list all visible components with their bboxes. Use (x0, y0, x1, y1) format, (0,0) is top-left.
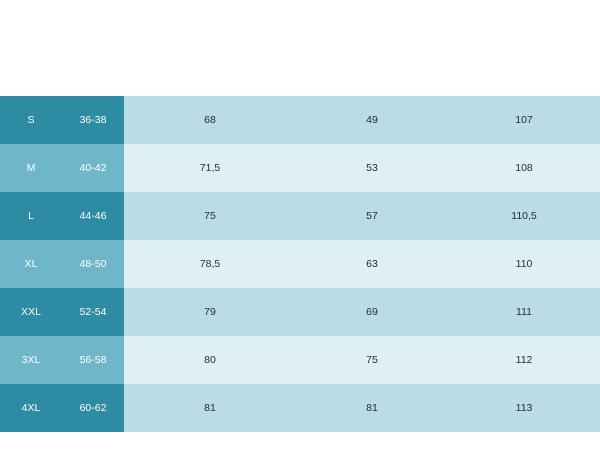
column-header-back-length: Rückenlänge / back length (cm) (124, 26, 296, 96)
cell-back-length: 75 (124, 192, 296, 240)
cell-range: 48-50 (62, 240, 124, 288)
cell-chest: 57 (296, 192, 448, 240)
cell-back-length: 71,5 (124, 144, 296, 192)
table-row (0, 144, 600, 192)
cell-back-length: 68 (124, 96, 296, 144)
cell-size: XXL (0, 288, 62, 336)
cell-back-length: 81 (124, 384, 296, 432)
cell-back-length: 78,5 (124, 240, 296, 288)
cell-leg-length: 110,5 (448, 192, 600, 240)
cell-chest: 49 (296, 96, 448, 144)
cell-leg-length: 108 (448, 144, 600, 192)
table-row (0, 336, 600, 384)
cell-back-length: 80 (124, 336, 296, 384)
cell-leg-length: 107 (448, 96, 600, 144)
cell-chest: 63 (296, 240, 448, 288)
table-row (0, 96, 600, 144)
column-header-chest: ½ Oberweite / ½ chest (cm) (296, 26, 448, 96)
cell-leg-length: 113 (448, 384, 600, 432)
cell-size: M (0, 144, 62, 192)
cell-back-length: 79 (124, 288, 296, 336)
cell-chest: 53 (296, 144, 448, 192)
size-chart-table (0, 26, 600, 432)
cell-range: 60-62 (62, 384, 124, 432)
cell-range: 40-42 (62, 144, 124, 192)
column-header-size: Größe (0, 26, 124, 96)
table-row (0, 384, 600, 432)
table-row (0, 288, 600, 336)
cell-chest: 75 (296, 336, 448, 384)
table-header-row (0, 26, 600, 96)
cell-chest: 81 (296, 384, 448, 432)
cell-range: 44-46 (62, 192, 124, 240)
cell-range: 56-58 (62, 336, 124, 384)
cell-size: S (0, 96, 62, 144)
column-header-leg-length: Hosenlänge (cm) (448, 26, 600, 96)
cell-size: XL (0, 240, 62, 288)
cell-size: 3XL (0, 336, 62, 384)
table-row (0, 192, 600, 240)
cell-leg-length: 111 (448, 288, 600, 336)
cell-chest: 69 (296, 288, 448, 336)
cell-size: 4XL (0, 384, 62, 432)
cell-size: L (0, 192, 62, 240)
table-row (0, 240, 600, 288)
cell-leg-length: 112 (448, 336, 600, 384)
cell-range: 36-38 (62, 96, 124, 144)
cell-range: 52-54 (62, 288, 124, 336)
cell-leg-length: 110 (448, 240, 600, 288)
